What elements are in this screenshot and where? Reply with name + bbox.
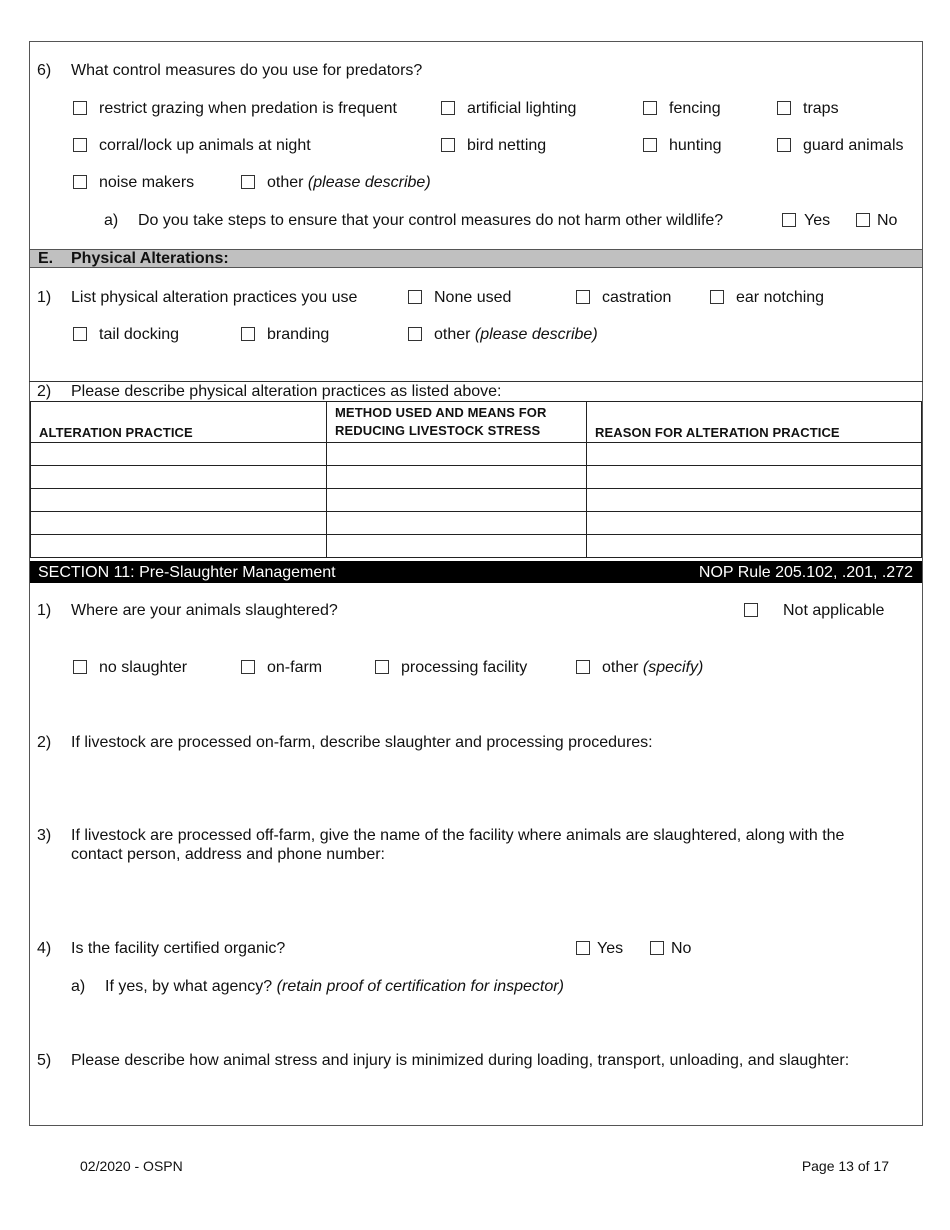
label-predator-other: other (please describe) [267,174,431,191]
checkbox-tail-docking[interactable] [73,327,87,341]
checkbox-processing-facility[interactable] [375,660,389,674]
divider [29,381,923,382]
section-e-letter: E. [38,250,54,267]
label-hunting: hunting [669,137,722,154]
checkbox-q4-no[interactable] [650,941,664,955]
table-row [31,443,922,466]
label-alteration-other: other (please describe) [434,326,598,343]
s11-q1-number: 1) [37,602,52,619]
table-row [31,535,922,558]
s11-q2-number: 2) [37,734,52,751]
form-frame [29,41,923,1126]
col-reason: REASON FOR ALTERATION PRACTICE [587,402,922,443]
alteration-other-note: (please describe) [474,326,598,343]
table-cell[interactable] [327,466,587,489]
table-cell[interactable] [31,512,327,535]
s11-q3-number: 3) [37,827,52,844]
table-cell[interactable] [587,535,922,558]
table-cell[interactable] [587,489,922,512]
s11-q4-number: 4) [37,940,52,957]
predator-other-note: (please describe) [307,174,431,191]
checkbox-predator-other[interactable] [241,175,255,189]
table-row [31,489,922,512]
checkbox-q6a-no[interactable] [856,213,870,227]
table-cell[interactable] [327,443,587,466]
table-cell[interactable] [587,512,922,535]
label-fencing: fencing [669,100,721,117]
table-cell[interactable] [31,443,327,466]
table-cell[interactable] [327,512,587,535]
footer-page: Page 13 of 17 [801,1158,889,1174]
s11-q1-question: Where are your animals slaughtered? [71,602,338,619]
table-cell[interactable] [587,466,922,489]
s11-q4a-note: (retain proof of certification for inspector) [276,978,564,995]
checkbox-q6a-yes[interactable] [782,213,796,227]
footer-date: 02/2020 - OSPN [80,1158,183,1174]
checkbox-corral[interactable] [73,138,87,152]
label-slaughter-other: other (specify) [602,659,704,676]
s11-q5-question: Please describe how animal stress and injury is minimized during loading, transport, unloading, and slaughter: [71,1052,850,1069]
section-11-rule: NOP Rule 205.102, .201, .272 [698,564,913,581]
s11-q2-question: If livestock are processed on-farm, describe slaughter and processing procedures: [71,734,653,751]
section-11-title: SECTION 11: Pre-Slaughter Management [38,564,336,581]
label-no-slaughter: no slaughter [99,659,188,676]
label-corral: corral/lock up animals at night [99,137,311,154]
q6a-label: a) [104,212,119,229]
checkbox-no-slaughter[interactable] [73,660,87,674]
label-noise-makers: noise makers [99,174,195,191]
col-alteration-practice: ALTERATION PRACTICE [31,402,327,443]
s11-q4-question: Is the facility certified organic? [71,940,286,957]
label-q4-no: No [671,940,692,957]
section-e-title: Physical Alterations: [71,250,229,267]
checkbox-bird-netting[interactable] [441,138,455,152]
checkbox-on-farm[interactable] [241,660,255,674]
label-q6a-no: No [877,212,898,229]
s11-q4a-label: a) [71,978,86,995]
q6a-question: Do you take steps to ensure that your control measures do not harm other wildlife? [138,212,724,229]
table-cell[interactable] [587,443,922,466]
label-branding: branding [267,326,330,343]
s11-q3-line2: contact person, address and phone number: [71,846,385,863]
label-on-farm: on-farm [267,659,323,676]
checkbox-not-applicable[interactable] [744,603,758,617]
table-cell[interactable] [31,466,327,489]
checkbox-hunting[interactable] [643,138,657,152]
label-not-applicable: Not applicable [783,602,885,619]
checkbox-artificial-lighting[interactable] [441,101,455,115]
checkbox-slaughter-other[interactable] [576,660,590,674]
s11-q3-line1: If livestock are processed off-farm, give the name of the facility where animals are slaughtered, along with the [71,827,845,844]
checkbox-guard-animals[interactable] [777,138,791,152]
e-q2-question: Please describe physical alteration practices as listed above: [71,383,502,400]
col-method-used: METHOD USED AND MEANS FOR REDUCING LIVESTOCK STRESS [327,402,587,443]
checkbox-ear-notching[interactable] [710,290,724,304]
label-castration: castration [602,289,672,306]
checkbox-q4-yes[interactable] [576,941,590,955]
label-none-used: None used [434,289,512,306]
e-q1-question: List physical alteration practices you use [71,289,358,306]
label-traps: traps [803,100,839,117]
label-tail-docking: tail docking [99,326,180,343]
checkbox-traps[interactable] [777,101,791,115]
label-restrict-grazing: restrict grazing when predation is frequent [99,100,397,117]
e-q1-number: 1) [37,289,52,306]
checkbox-branding[interactable] [241,327,255,341]
s11-q4a-question: If yes, by what agency? (retain proof of certification for inspector) [105,978,564,995]
e-q2-number: 2) [37,383,52,400]
alteration-table [30,401,922,558]
checkbox-noise-makers[interactable] [73,175,87,189]
label-q6a-yes: Yes [804,212,831,229]
q6-number: 6) [37,62,52,79]
label-processing-facility: processing facility [401,659,528,676]
label-ear-notching: ear notching [736,289,825,306]
table-cell[interactable] [31,535,327,558]
q6-question: What control measures do you use for predators? [71,62,423,79]
table-row [31,466,922,489]
table-row [31,512,922,535]
slaughter-other-note: (specify) [642,659,704,676]
label-guard-animals: guard animals [803,137,904,154]
checkbox-restrict-grazing[interactable] [73,101,87,115]
s11-q5-number: 5) [37,1052,52,1069]
checkbox-fencing[interactable] [643,101,657,115]
checkbox-alteration-other[interactable] [408,327,422,341]
table-cell[interactable] [31,489,327,512]
checkbox-castration[interactable] [576,290,590,304]
label-bird-netting: bird netting [467,137,547,154]
table-cell[interactable] [327,535,587,558]
label-q4-yes: Yes [597,940,624,957]
label-artificial-lighting: artificial lighting [467,100,577,117]
table-cell[interactable] [327,489,587,512]
checkbox-none-used[interactable] [408,290,422,304]
